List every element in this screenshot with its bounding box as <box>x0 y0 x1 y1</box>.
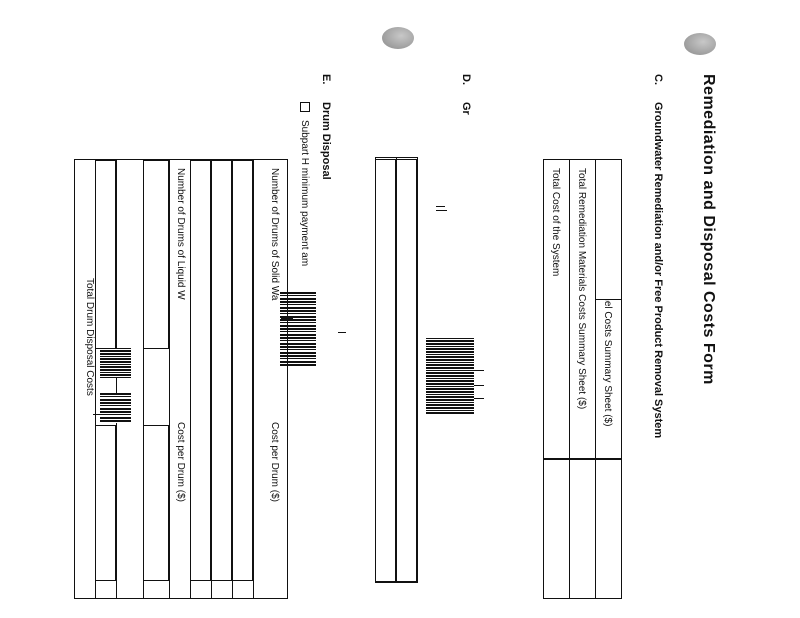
section-d-letter: D. <box>460 74 472 85</box>
section-d-field[interactable] <box>396 159 417 582</box>
liquid-waste-subtotal-field[interactable] <box>95 160 116 349</box>
liquid-waste-drums-field[interactable] <box>143 160 169 349</box>
section-d-field[interactable] <box>375 159 396 582</box>
section-c-row-label: Total Remediation Materials Costs Summary Sheet ($) <box>576 168 587 410</box>
non-consulting-personnel-cost-field[interactable] <box>595 159 622 300</box>
subpart-h-checkbox[interactable] <box>300 102 310 112</box>
hole-punch-icon <box>684 33 716 55</box>
redacted-block <box>280 292 316 366</box>
remediation-materials-total-field[interactable] <box>569 459 596 599</box>
non-consulting-personnel-total-field[interactable] <box>595 459 622 599</box>
solid-waste-drums-label: Number of Drums of Solid Wa <box>269 168 280 301</box>
liquid-waste-cost-field[interactable] <box>143 425 169 581</box>
liquid-waste-cost-per-drum-label: Cost per Drum ($) <box>175 422 186 503</box>
section-c-heading: Groundwater Remediation and/or Free Product Removal System <box>652 102 664 439</box>
form-title: Remediation and Disposal Costs Form <box>700 74 717 385</box>
hole-punch-icon <box>382 27 414 49</box>
section-e-letter: E. <box>320 74 332 85</box>
solid-waste-drums-field[interactable] <box>232 160 253 581</box>
redacted-block <box>426 338 474 414</box>
section-c-letter: C. <box>652 74 664 85</box>
section-e-heading: Drum Disposal <box>320 102 332 180</box>
system-total-cost-field[interactable] <box>543 459 570 599</box>
section-d-heading: Gr <box>460 102 472 115</box>
section-c-row-label: Total Cost of the System <box>550 168 561 277</box>
solid-waste-cost-per-drum-label: Cost per Drum ($) <box>269 422 280 503</box>
total-drum-disposal-label: Total Drum Disposal Costs <box>84 278 95 396</box>
total-drum-disposal-field[interactable] <box>95 425 116 581</box>
subpart-h-label: Subpart H minimum payment am <box>299 120 310 267</box>
redacted-block <box>100 393 131 423</box>
solid-waste-subtotal-field[interactable] <box>190 160 211 581</box>
solid-waste-cost-field[interactable] <box>211 160 232 581</box>
redacted-block <box>100 348 131 378</box>
liquid-waste-drums-label: Number of Drums of Liquid W <box>175 168 186 300</box>
